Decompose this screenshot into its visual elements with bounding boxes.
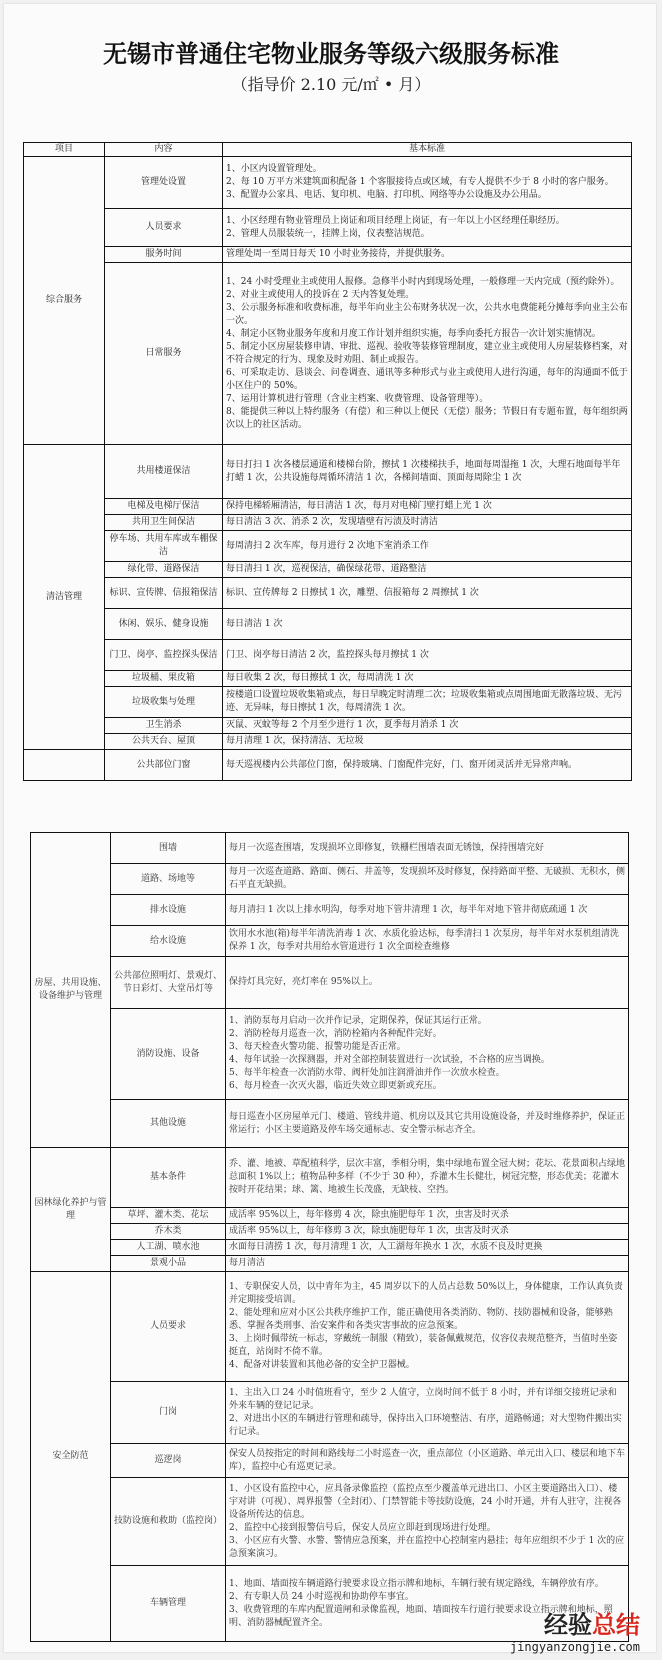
item-cell: 乔木类 xyxy=(111,1224,226,1240)
standards-table-part-2 xyxy=(30,832,629,1642)
watermark-url: jingyanzongjie.com xyxy=(509,1640,640,1654)
category-cell: 园林绿化养护与管理 xyxy=(31,1148,111,1272)
table-row xyxy=(24,640,632,671)
item-cell: 车辆管理 xyxy=(111,1566,226,1642)
table-row xyxy=(24,247,632,263)
table-row xyxy=(24,562,632,578)
table-row xyxy=(24,718,632,734)
table-row xyxy=(31,1009,629,1100)
item-cell: 共用卫生间保洁 xyxy=(105,515,223,531)
category-cell xyxy=(24,750,105,781)
standard-cell: 灭鼠、灭蚊等每 2 个月至少进行 1 次，夏季每月消杀 1 次 xyxy=(223,718,632,734)
header-row xyxy=(24,143,632,157)
table-row xyxy=(24,578,632,609)
table-row xyxy=(31,1208,629,1224)
item-cell: 消防设施、设备 xyxy=(111,1009,226,1100)
standard-cell: 1、专职保安人员，以中青年为主，45 周岁以下的人员占总数 50%以上，身体健康，工作认真负责并定期接受培训。 2、能处理和应对小区公共秩序维护工作，能正确使用各类消防、物防、技防器械和设备，能够熟悉、掌握各类刑事、治安案件和各类灾害事故的应急预案。 3、上岗时佩带统一标志，穿戴统一制服（精致），装备佩戴规范，仪容仪表规范整齐，当值时坐姿挺直，站岗时不倚不靠。 4、配备对讲装置和其他必备的安全护卫器械。 xyxy=(226,1272,629,1382)
item-cell: 道路、场地等 xyxy=(111,864,226,895)
standard-cell: 1、24 小时受理业主或使用人报修。急修半小时内到现场处理，一般修理一天内完成（预约除外）。 2、对业主或使用人的投诉在 2 天内答复处理。 3、公示服务标准和收费标准，每半年向业主公布财务状况一次，公共水电费能耗分摊每季向业主公布一次。 4、制定小区物业服务年度和月度工作计划并组织实施，每季向委托方报告一次计划实施情况。 5、制定小区房屋装修申请、审批、巡视、验收等装修管理制度，建立业主或使用人房屋装修档案，对不符合规定的行为、现象及时劝阻、制止或报告。 6、可采取走访、恳谈会、问卷调查、通讯等多种形式与业主或使用人进行沟通，每年的沟通面不低于小区住户的 50%。 7、运用计算机进行管理（含业主档案、收费管理、设备管理等）。 8、能提供三种以上特约服务（有偿）和三种以上便民（无偿）服务；节假日有专题布置，每年组织两次以上的社区活动。 xyxy=(223,263,632,445)
standard-cell: 水面每日清捞 1 次，每月清理 1 次，人工湖每年换水 1 次，水质不良及时更换 xyxy=(226,1240,629,1256)
item-cell: 技防设施和救助（监控岗） xyxy=(111,1478,226,1566)
standard-cell: 按楼道口设置垃圾收集箱或点，每日早晚定时清理二次；垃圾收集箱或点周围地面无散落垃圾、无污迹、无异味，每日擦拭 1 次，每周清洗 1 次。 xyxy=(223,687,632,718)
standard-cell: 1、消防泵每月启动一次并作记录，定期保养，保证其运行正常。 2、消防栓每月巡查一次，消防栓箱内各种配件完好。 3、每天检查火警功能、报警功能是否正常。 4、每年试验一次探测器，并对全部控制装置进行一次试验，不合格的应当调换。 5、每半年检查一次消防水带、阀杆处加注润滑油并作一次放水检查。 6、每月检查一次灭火器，临近失效立即更新或充压。 xyxy=(226,1009,629,1100)
table-row xyxy=(31,1256,629,1272)
item-cell: 草坪、灌木类、花坛 xyxy=(111,1208,226,1224)
table-row xyxy=(31,1382,629,1444)
item-cell: 人员要求 xyxy=(111,1272,226,1382)
item-cell: 围墙 xyxy=(111,833,226,864)
item-cell: 标识、宣传牌、信报箱保洁 xyxy=(105,578,223,609)
standard-cell: 保持灯具完好，亮灯率在 95%以上。 xyxy=(226,957,629,1009)
standard-cell: 每日清洁 1 次 xyxy=(223,609,632,640)
watermark-text-1: 经验 xyxy=(544,1611,592,1639)
standard-cell: 成活率 95%以上，每年修剪 3 次，除虫施肥每年 1 次，虫害及时灭杀 xyxy=(226,1224,629,1240)
header-project: 项目 xyxy=(24,143,105,157)
item-cell: 服务时间 xyxy=(105,247,223,263)
standard-cell: 1、主出入口 24 小时值班看守，至少 2 人值守，立岗时间不低于 8 小时，并有详细交接班记录和外来车辆的登记记录。 2、对进出小区的车辆进行管理和疏导，保持出入口环境整洁、有序，道路畅通；对大型物件搬出实行记录。 xyxy=(226,1382,629,1444)
standard-cell: 保持电梯轿厢清洁，每日清洁 1 次，每月对电梯门壁打蜡上光 1 次 xyxy=(223,499,632,515)
table-row xyxy=(31,1272,629,1382)
standard-cell: 管理处周一至周日每天 10 小时业务接待，并提供服务。 xyxy=(223,247,632,263)
table-row xyxy=(24,609,632,640)
table-row xyxy=(24,734,632,750)
table-row xyxy=(31,1444,629,1478)
item-cell: 公共天台、屋顶 xyxy=(105,734,223,750)
standard-cell: 1、小区设有监控中心，应具备录像监控（监控点至少覆盖单元进出口、小区主要道路出入口）、楼宇对讲（可视）、周界报警（全封闭）、门禁智能卡等技防设施，24 小时开通，并有人驻守，注视各设备所传达的信息。 2、监控中心接到报警信号后，保安人员应立即赶到现场进行处理。 3、小区应有火警、水警、警情应急预案，并在监控中心控制室内悬挂；每年应组织不少于 1 次的应急预案演习。 xyxy=(226,1478,629,1566)
standard-cell: 1、地面、墙面按车辆道路行驶要求设立指示牌和地标，车辆行驶有规定路线，车辆停放有序。 2、有专职人员 24 小时巡视和协助停车事宜。 3、收费管理的车库内配置道闸和录像监视，地面、墙面按车行道行驶要求设立指示牌和地标，照明、消防器械配置齐全。 xyxy=(226,1566,629,1642)
item-cell: 门卫、岗亭、监控探头保洁 xyxy=(105,640,223,671)
standard-cell: 1、小区经理有物业管理员上岗证和项目经理上岗证，有一年以上小区经理任职经历。 2、管理人员服装统一，挂牌上岗，仪表整洁规范。 xyxy=(223,209,632,247)
standard-cell: 每日巡查小区房屋单元门、楼道、管线井道、机房以及其它共用设施设备，并及时维修养护，保证正常运行；小区主要道路及停车场交通标志、安全警示标志齐全。 xyxy=(226,1100,629,1148)
table-row xyxy=(24,499,632,515)
item-cell: 公共部位照明灯、景观灯、节日彩灯、大堂吊灯等 xyxy=(111,957,226,1009)
item-cell: 停车场、共用车库或车棚保洁 xyxy=(105,531,223,562)
item-cell: 休闲、娱乐、健身设施 xyxy=(105,609,223,640)
standard-cell: 每月一次巡查道路、路面、侧石、井盖等，发现损坏及时修复，保持路面平整、无破损、无积水，侧石平直无缺损。 xyxy=(226,864,629,895)
standard-cell: 每月清洁 xyxy=(226,1256,629,1272)
item-cell: 卫生消杀 xyxy=(105,718,223,734)
item-cell: 排水设施 xyxy=(111,895,226,926)
category-cell: 清洁管理 xyxy=(24,445,105,750)
table-row xyxy=(24,531,632,562)
standard-cell: 保安人员按指定的时间和路线每二小时巡查一次，重点部位（小区道路、单元出入口、楼层和地下车库），监控中心有巡更记录。 xyxy=(226,1444,629,1478)
table-row xyxy=(31,926,629,957)
table-row xyxy=(31,895,629,926)
item-cell: 垃圾收集与处理 xyxy=(105,687,223,718)
watermark-logo xyxy=(510,1605,640,1654)
standard-cell: 饮用水水池(箱)每半年清洗消毒 1 次、水质化验达标，每季清扫 1 次泵房，每半年对水泵机组清洗保养 1 次，每季对共用给水管道进行 1 次全面检查维修 xyxy=(226,926,629,957)
table-row xyxy=(24,671,632,687)
table-row xyxy=(24,750,632,781)
item-cell: 电梯及电梯厅保洁 xyxy=(105,499,223,515)
item-cell: 门岗 xyxy=(111,1382,226,1444)
table-row xyxy=(31,1100,629,1148)
standard-cell: 每月一次巡查围墙，发现损坏立即修复，铁栅栏围墙表面无锈蚀，保持围墙完好 xyxy=(226,833,629,864)
item-cell: 给水设施 xyxy=(111,926,226,957)
table-row xyxy=(24,515,632,531)
watermark-text-2: 总结 xyxy=(592,1611,640,1639)
standard-cell: 每周清扫 2 次车库，每月进行 2 次地下室消杀工作 xyxy=(223,531,632,562)
category-cell: 安全防范 xyxy=(31,1272,111,1642)
table-row xyxy=(24,209,632,247)
table-row xyxy=(31,833,629,864)
header-content: 内容 xyxy=(105,143,223,157)
item-cell: 公共部位门窗 xyxy=(105,750,223,781)
standard-cell: 每月清扫 1 次以上排水明沟，每季对地下管井清理 1 次，每半年对地下管井彻底疏通 1 次 xyxy=(226,895,629,926)
table-row xyxy=(31,1224,629,1240)
standard-cell: 标识、宣传牌每 2 日擦拭 1 次，雕塑、信报箱每 2 周擦拭 1 次 xyxy=(223,578,632,609)
table-row xyxy=(31,957,629,1009)
standard-cell: 乔、灌、地被、草配植科学，层次丰富，季相分明，集中绿地布置全冠大树；花坛、花景面积占绿地总面积 1%以上；植物品种多样（不少于 30 种），乔灌木生长健壮，树冠完整，形态优美；花灌木按时开花结果；球、篱、地被生长茂盛，无缺枝、空挡。 xyxy=(226,1148,629,1208)
item-cell: 巡逻岗 xyxy=(111,1444,226,1478)
standards-table-part-1 xyxy=(23,142,632,781)
standard-cell: 每日收集 2 次，每日擦拭 1 次，每周清洗 1 次 xyxy=(223,671,632,687)
category-cell: 房屋、共用设施、设备维护与管理 xyxy=(31,833,111,1148)
item-cell: 绿化带、道路保洁 xyxy=(105,562,223,578)
standard-cell: 门卫、岗亭每日清洁 2 次，监控探头每月擦拭 1 次 xyxy=(223,640,632,671)
item-cell: 基本条件 xyxy=(111,1148,226,1208)
standard-cell: 每日清洁 3 次、消杀 2 次，发现墙壁有污渍及时清洁 xyxy=(223,515,632,531)
item-cell: 垃圾桶、果皮箱 xyxy=(105,671,223,687)
item-cell: 管理处设置 xyxy=(105,157,223,209)
table-row xyxy=(31,1478,629,1566)
price-subtitle: （指导价 2.10 元/㎡ • 月） xyxy=(231,75,431,94)
item-cell: 人员要求 xyxy=(105,209,223,247)
header-standard: 基本标准 xyxy=(223,143,632,157)
item-cell: 共用楼道保洁 xyxy=(105,445,223,499)
category-cell: 综合服务 xyxy=(24,157,105,445)
table-row xyxy=(24,263,632,445)
page-title: 无锡市普通住宅物业服务等级六级服务标准 xyxy=(103,39,559,68)
table-row xyxy=(31,1148,629,1208)
table-row xyxy=(24,445,632,499)
standard-cell: 成活率 95%以上，每年修剪 4 次，除虫施肥每年 1 次，虫害及时灭杀 xyxy=(226,1208,629,1224)
item-cell: 景观小品 xyxy=(111,1256,226,1272)
table-row xyxy=(24,687,632,718)
item-cell: 人工湖、喷水池 xyxy=(111,1240,226,1256)
standard-cell: 1、小区内设置管理处。 2、每 10 万平方米建筑面积配备 1 个客服接待点或区域，有专人提供不少于 8 小时的客户服务。 3、配置办公家具、电话、复印机、电脑、打印机、网络等办公设施及办公用品。 xyxy=(223,157,632,209)
item-cell: 日常服务 xyxy=(105,263,223,445)
standard-cell: 每日清扫 1 次，巡视保洁，确保绿花带、道路整洁 xyxy=(223,562,632,578)
item-cell: 其他设施 xyxy=(111,1100,226,1148)
standard-cell: 每日打扫 1 次各楼层通道和楼梯台阶，擦拭 1 次楼梯扶手，地面每周湿拖 1 次，大理石地面每半年打蜡 1 次，公共设施每周循环清洁 1 次，各梯间墙面、顶面每周除尘 1 次 xyxy=(223,445,632,499)
table-row xyxy=(24,157,632,209)
standard-cell: 每天巡视楼内公共部位门窗，保持玻璃、门窗配件完好，门、窗开闭灵活并无异常声响。 xyxy=(223,750,632,781)
standard-cell: 每月清理 1 次，保持清洁、无垃圾 xyxy=(223,734,632,750)
table-row xyxy=(31,864,629,895)
table-row xyxy=(31,1240,629,1256)
